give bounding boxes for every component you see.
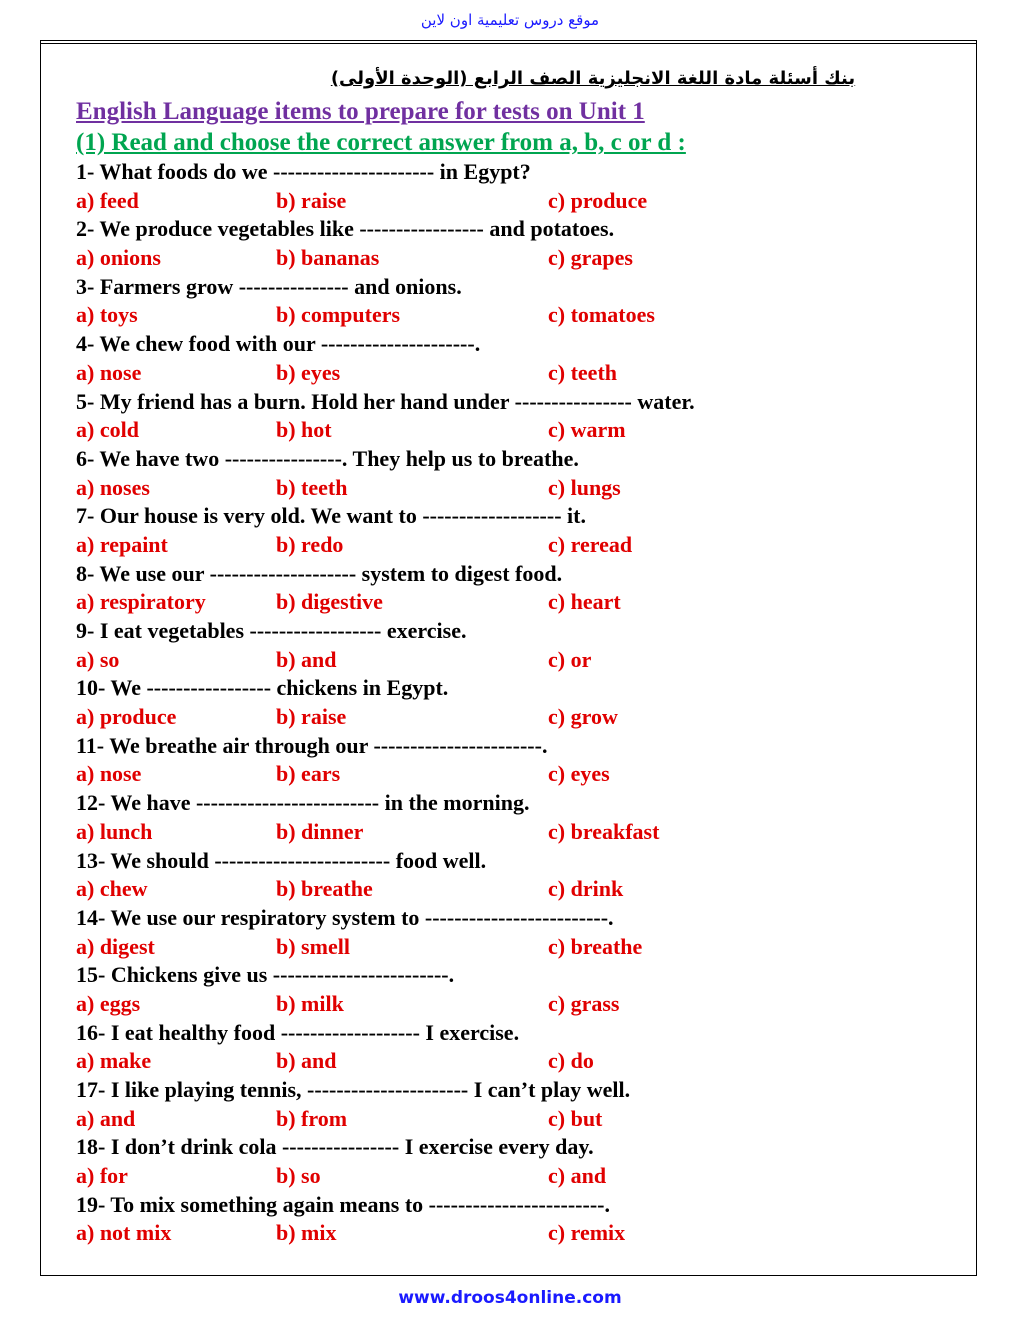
option-a[interactable]: a) and: [76, 1105, 136, 1131]
question-text: 18- I don’t drink cola ---------------- I exercise every day.: [76, 1134, 594, 1160]
question-text: 10- We ----------------- chickens in Egypt.: [76, 675, 449, 701]
question-text: 19- To mix something again means to ------------------------.: [76, 1191, 610, 1217]
question-options: [76, 1162, 956, 1191]
option-c[interactable]: c) do: [548, 1048, 594, 1074]
option-a[interactable]: a) lunch: [76, 818, 153, 844]
question-options: [76, 990, 956, 1019]
option-c[interactable]: c) or: [548, 646, 592, 672]
question-options: [76, 359, 956, 388]
option-c[interactable]: c) grass: [548, 990, 620, 1016]
question-text: 4- We chew food with our ---------------------.: [76, 331, 481, 357]
option-a[interactable]: a) not mix: [76, 1220, 172, 1246]
question-options: [76, 531, 956, 560]
option-b[interactable]: b) hot: [276, 417, 332, 443]
footer-url[interactable]: www.droos4online.com: [398, 1288, 622, 1308]
option-a[interactable]: a) noses: [76, 474, 150, 500]
question-options: [76, 933, 956, 962]
option-b[interactable]: b) from: [276, 1105, 348, 1131]
question-options: [76, 818, 956, 847]
option-c[interactable]: c) lungs: [548, 474, 621, 500]
question-options: [76, 1047, 956, 1076]
question-text: 14- We use our respiratory system to -------------------------.: [76, 904, 614, 930]
option-c[interactable]: c) eyes: [548, 761, 610, 787]
option-a[interactable]: a) toys: [76, 302, 138, 328]
worksheet-content: [76, 62, 956, 1248]
option-c[interactable]: c) teeth: [548, 359, 618, 385]
option-b[interactable]: b) milk: [276, 990, 344, 1016]
option-c[interactable]: c) breathe: [548, 933, 643, 959]
option-b[interactable]: b) digestive: [276, 589, 383, 615]
option-b[interactable]: b) mix: [276, 1220, 337, 1246]
option-a[interactable]: a) cold: [76, 417, 139, 443]
option-a[interactable]: a) nose: [76, 761, 142, 787]
option-a[interactable]: a) so: [76, 646, 120, 672]
question-options: [76, 1219, 956, 1248]
question-text: 2- We produce vegetables like ----------------- and potatoes.: [76, 216, 615, 242]
question-options: [76, 187, 956, 216]
option-c[interactable]: c) remix: [548, 1220, 626, 1246]
question-text: 5- My friend has a burn. Hold her hand under ---------------- water.: [76, 388, 695, 414]
option-a[interactable]: a) chew: [76, 876, 148, 902]
option-b[interactable]: b) teeth: [276, 474, 348, 500]
option-b[interactable]: b) smell: [276, 933, 350, 959]
option-c[interactable]: c) and: [548, 1163, 607, 1189]
option-b[interactable]: b) raise: [276, 704, 347, 730]
option-a[interactable]: a) onions: [76, 245, 161, 271]
site-header: موقع دروس تعليمية اون لاين: [420, 11, 600, 29]
option-a[interactable]: a) make: [76, 1048, 152, 1074]
question-text: 7- Our house is very old. We want to ------------------- it.: [76, 503, 586, 529]
option-b[interactable]: b) breathe: [276, 876, 373, 902]
question-text: 6- We have two ----------------. They help us to breathe.: [76, 445, 579, 471]
option-a[interactable]: a) feed: [76, 187, 139, 213]
option-b[interactable]: b) raise: [276, 187, 347, 213]
question-text: 9- I eat vegetables ------------------ exercise.: [76, 618, 467, 643]
question-options: [76, 301, 956, 330]
question-options: [76, 703, 956, 732]
question-text: 12- We have ------------------------- in the morning.: [76, 790, 530, 816]
option-b[interactable]: b) and: [276, 1048, 337, 1074]
question-text: 1- What foods do we ---------------------- in Egypt?: [76, 159, 531, 184]
question-text: 16- I eat healthy food ------------------- I exercise.: [76, 1019, 520, 1045]
question-text: 17- I like playing tennis, ---------------------- I can’t play well.: [76, 1077, 631, 1102]
option-a[interactable]: a) produce: [76, 704, 177, 730]
question-text: 8- We use our -------------------- system to digest food.: [76, 560, 563, 586]
option-c[interactable]: c) tomatoes: [548, 302, 655, 328]
question-options: [76, 646, 956, 675]
option-b[interactable]: b) bananas: [276, 245, 380, 271]
question-options: [76, 474, 956, 503]
option-a[interactable]: a) respiratory: [76, 589, 206, 615]
option-c[interactable]: c) reread: [548, 531, 633, 557]
option-c[interactable]: c) warm: [548, 417, 626, 443]
option-c[interactable]: c) heart: [548, 589, 621, 615]
question-options: [76, 760, 956, 789]
option-c[interactable]: c) but: [548, 1105, 603, 1131]
option-c[interactable]: c) grow: [548, 704, 618, 730]
option-b[interactable]: b) eyes: [276, 359, 341, 385]
option-a[interactable]: a) digest: [76, 933, 155, 959]
question-text: 11- We breathe air through our -----------------------.: [76, 732, 548, 758]
option-c[interactable]: c) grapes: [548, 245, 633, 271]
arabic-title: بنك أسئلة مادة اللغة الانجليزية الصف الرابع (الوحدة الأولى): [330, 68, 856, 89]
option-a[interactable]: a) for: [76, 1163, 128, 1189]
question-options: [76, 1105, 956, 1134]
option-a[interactable]: a) nose: [76, 359, 142, 385]
question-options: [76, 416, 956, 445]
section-title: (1) Read and choose the correct answer from a, b, c or d :: [76, 129, 686, 156]
option-b[interactable]: b) and: [276, 646, 337, 672]
option-c[interactable]: c) drink: [548, 876, 624, 902]
option-c[interactable]: c) produce: [548, 187, 648, 213]
worksheet-title: English Language items to prepare for tests on Unit 1: [76, 98, 645, 125]
question-list: [76, 158, 956, 1248]
question-text: 15- Chickens give us ------------------------.: [76, 962, 455, 988]
question-options: [76, 588, 956, 617]
option-b[interactable]: b) dinner: [276, 818, 364, 844]
question-options: [76, 244, 956, 273]
frame-inner-line: [40, 43, 977, 44]
option-a[interactable]: a) repaint: [76, 531, 168, 557]
option-b[interactable]: b) ears: [276, 761, 341, 787]
option-b[interactable]: b) computers: [276, 302, 401, 328]
question-text: 3- Farmers grow --------------- and onions.: [76, 273, 462, 299]
option-c[interactable]: c) breakfast: [548, 818, 660, 844]
question-text: 13- We should ------------------------ food well.: [76, 847, 487, 873]
option-b[interactable]: b) so: [276, 1163, 321, 1189]
option-b[interactable]: b) redo: [276, 531, 344, 557]
option-a[interactable]: a) eggs: [76, 990, 141, 1016]
question-options: [76, 875, 956, 904]
